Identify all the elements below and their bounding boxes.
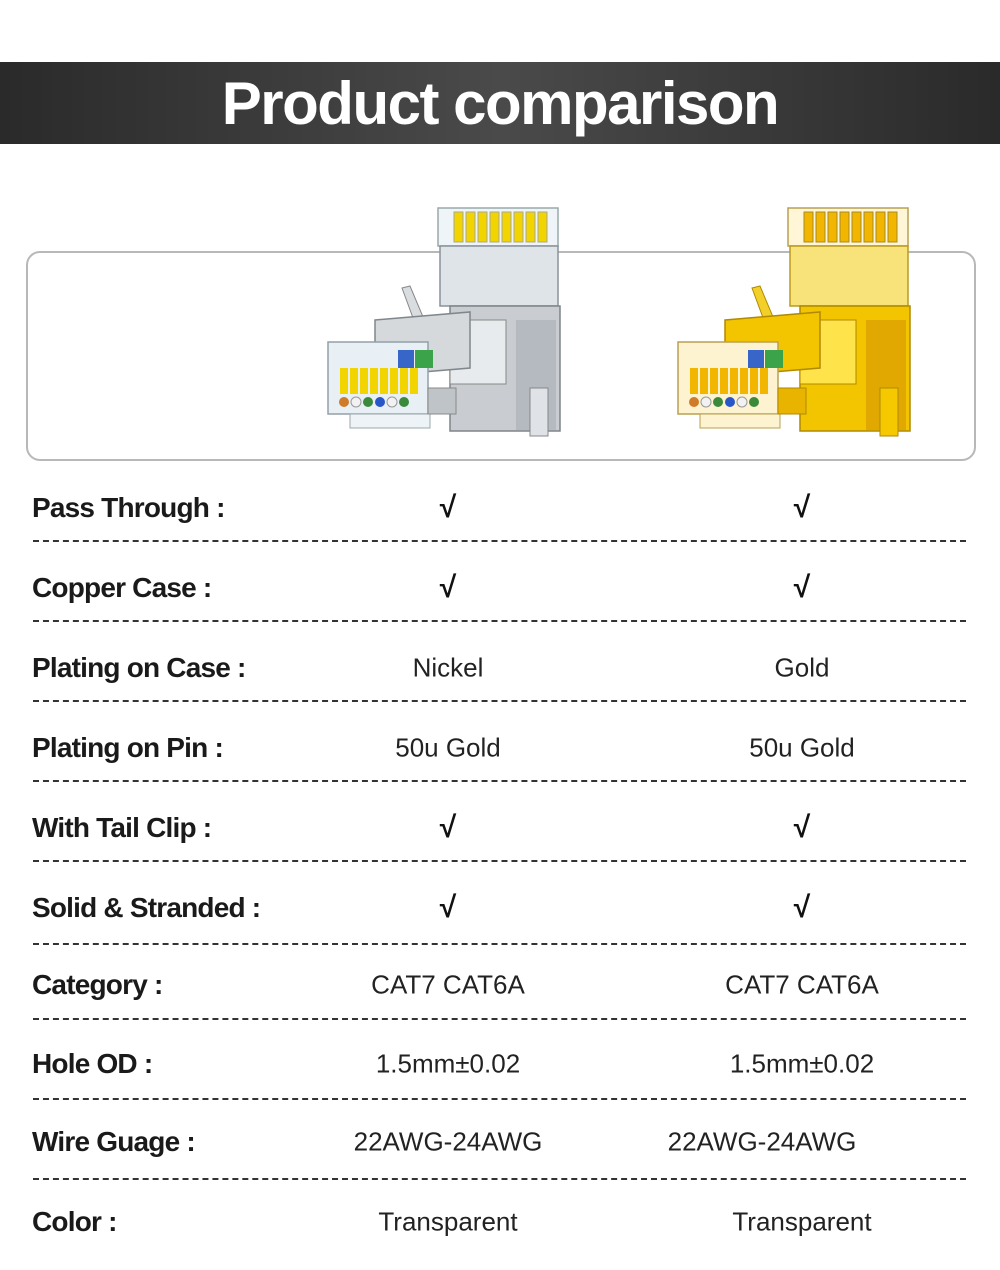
gold-connector-image xyxy=(670,200,960,445)
row-value-nickel: 1.5mm±0.02 xyxy=(375,1048,521,1079)
row-value-gold: √ xyxy=(793,891,811,924)
table-row xyxy=(0,1034,1000,1094)
table-row xyxy=(0,955,1000,1015)
row-value-nickel: √ xyxy=(439,811,457,844)
row-divider xyxy=(33,1098,966,1100)
row-value-gold: Gold xyxy=(774,652,830,683)
row-divider xyxy=(33,1018,966,1020)
page-title: Product comparison xyxy=(221,69,779,137)
row-divider xyxy=(33,700,966,702)
row-value-nickel: √ xyxy=(439,891,457,924)
row-value-gold: CAT7 CAT6A xyxy=(725,969,879,1000)
title-banner xyxy=(0,62,1000,144)
row-divider xyxy=(33,620,966,622)
row-value-nickel: 22AWG-24AWG xyxy=(353,1126,543,1157)
row-value-nickel: CAT7 CAT6A xyxy=(371,969,525,1000)
row-divider xyxy=(33,780,966,782)
row-value-gold: 22AWG-24AWG xyxy=(667,1126,857,1157)
row-label: Wire Guage : xyxy=(32,1126,195,1157)
row-value-gold: Transparent xyxy=(732,1206,872,1237)
row-label: Copper Case : xyxy=(32,572,212,603)
row-value-gold: √ xyxy=(793,491,811,524)
row-value-nickel: Nickel xyxy=(412,652,484,683)
row-label: Plating on Pin : xyxy=(32,732,223,763)
row-value-nickel: Transparent xyxy=(378,1206,518,1237)
nickel-connector-image xyxy=(320,200,610,445)
row-value-nickel: 50u Gold xyxy=(395,732,501,763)
row-label: Color : xyxy=(32,1206,117,1237)
table-row xyxy=(0,558,1000,618)
row-value-nickel: √ xyxy=(439,491,457,524)
row-divider xyxy=(33,943,966,945)
table-row xyxy=(0,798,1000,858)
row-value-gold: √ xyxy=(793,571,811,604)
table-row xyxy=(0,1192,1000,1252)
row-label: Hole OD : xyxy=(32,1048,153,1079)
row-value-gold: 50u Gold xyxy=(749,732,855,763)
row-label: Plating on Case : xyxy=(32,652,246,683)
row-label: Solid & Stranded : xyxy=(32,892,261,923)
row-value-nickel: √ xyxy=(439,571,457,604)
table-row xyxy=(0,718,1000,778)
row-divider xyxy=(33,1178,966,1180)
row-label: With Tail Clip : xyxy=(32,812,212,843)
table-row xyxy=(0,1112,1000,1172)
row-value-gold: 1.5mm±0.02 xyxy=(729,1048,875,1079)
table-row xyxy=(0,478,1000,538)
table-row xyxy=(0,878,1000,938)
row-label: Pass Through : xyxy=(32,492,225,523)
row-divider xyxy=(33,860,966,862)
table-row xyxy=(0,638,1000,698)
row-label: Category : xyxy=(32,969,163,1000)
row-divider xyxy=(33,540,966,542)
row-value-gold: √ xyxy=(793,811,811,844)
